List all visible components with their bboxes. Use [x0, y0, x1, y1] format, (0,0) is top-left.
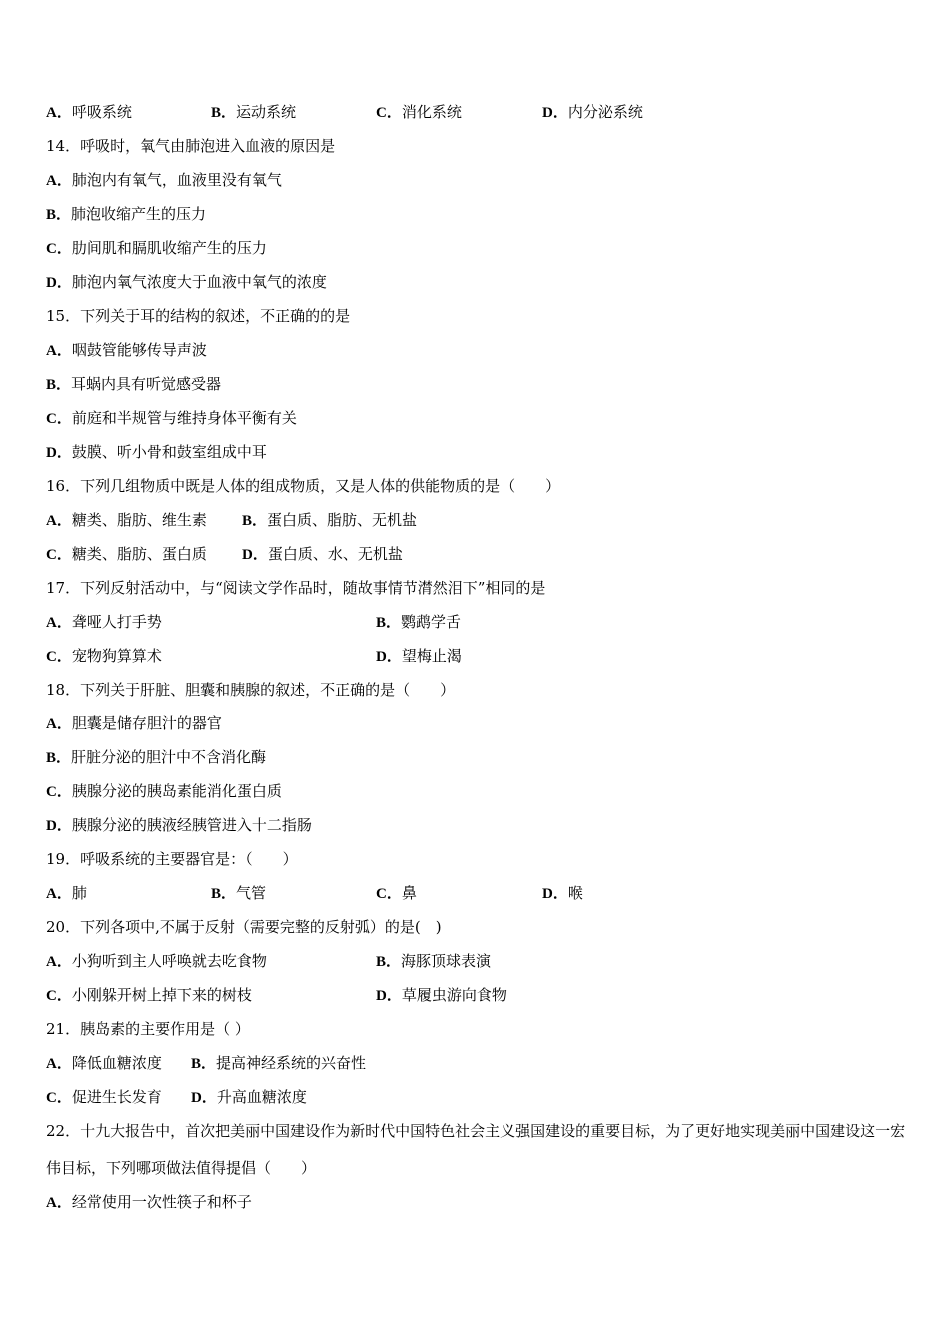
q13-option-c: C．消化系统: [376, 103, 462, 121]
q18-option-d: D．胰腺分泌的胰液经胰管进入十二指肠: [46, 816, 312, 834]
q15-stem: 15．下列关于耳的结构的叙述，不正确的的是: [46, 307, 351, 325]
q16-option-c: C．糖类、脂肪、蛋白质: [46, 545, 207, 563]
q21-option-b: B．提高神经系统的兴奋性: [191, 1054, 367, 1072]
q18-option-c: C．胰腺分泌的胰岛素能消化蛋白质: [46, 782, 282, 800]
q22-option-a: A．经常使用一次性筷子和杯子: [46, 1193, 252, 1211]
q17-stem: 17．下列反射活动中，与“阅读文学作品时，随故事情节潸然泪下”相同的是: [46, 579, 546, 597]
q14-stem: 14．呼吸时，氧气由肺泡进入血液的原因是: [46, 137, 336, 155]
q17-option-d: D．望梅止渴: [376, 647, 462, 665]
q15-option-b: B．耳蜗内具有听觉感受器: [46, 375, 222, 393]
q19-option-c: C．鼻: [376, 884, 417, 902]
q14-option-d: D．肺泡内氧气浓度大于血液中氧气的浓度: [46, 273, 327, 291]
q20-option-c: C．小刚躲开树上掉下来的树枝: [46, 986, 252, 1004]
q15-option-a: A．咽鼓管能够传导声波: [46, 341, 207, 359]
q19-option-d: D．喉: [542, 884, 583, 902]
q20-option-d: D．草履虫游向食物: [376, 986, 507, 1004]
q14-option-c: C．肋间肌和膈肌收缩产生的压力: [46, 239, 267, 257]
q13-option-d: D．内分泌系统: [542, 103, 643, 121]
q14-option-b: B．肺泡收缩产生的压力: [46, 205, 207, 223]
q21-option-d: D．升高血糖浓度: [191, 1088, 307, 1106]
q17-option-b: B．鹦鹉学舌: [376, 613, 462, 631]
q13-option-b: B．运动系统: [211, 103, 297, 121]
q15-option-c: C．前庭和半规管与维持身体平衡有关: [46, 409, 297, 427]
q15-option-d: D．鼓膜、听小骨和鼓室组成中耳: [46, 443, 267, 461]
q18-option-a: A．胆囊是储存胆汁的器官: [46, 714, 222, 732]
q19-option-b: B．气管: [211, 884, 267, 902]
q18-stem: 18．下列关于肝脏、胆囊和胰腺的叙述，不正确的是（ ）: [46, 681, 456, 699]
q20-option-a: A．小狗听到主人呼唤就去吃食物: [46, 952, 267, 970]
q19-stem: 19．呼吸系统的主要器官是：（ ）: [46, 850, 298, 868]
q16-stem: 16．下列几组物质中既是人体的组成物质，又是人体的供能物质的是（ ）: [46, 477, 561, 495]
q21-stem: 21．胰岛素的主要作用是（ ）: [46, 1020, 250, 1038]
q18-option-b: B．肝脏分泌的胆汁中不含消化酶: [46, 748, 267, 766]
q13-option-a: A．呼吸系统: [46, 103, 132, 121]
q16-option-b: B．蛋白质、脂肪、无机盐: [242, 511, 418, 529]
q16-option-d: D．蛋白质、水、无机盐: [242, 545, 403, 563]
q19-option-a: A．肺: [46, 884, 87, 902]
q17-option-a: A．聋哑人打手势: [46, 613, 162, 631]
q22-stem: 22．十九大报告中，首次把美丽中国建设作为新时代中国特色社会主义强国建设的重要目标，为了更好地实现美丽中国建设这一宏伟目标，下列哪项做法值得提倡（ ）: [46, 1122, 906, 1177]
q21-option-a: A．降低血糖浓度: [46, 1054, 162, 1072]
q20-option-b: B．海豚顶球表演: [376, 952, 492, 970]
q20-stem: 20．下列各项中,不属于反射（需要完整的反射弧）的是( ): [46, 918, 442, 936]
q21-option-c: C．促进生长发育: [46, 1088, 162, 1106]
q16-option-a: A．糖类、脂肪、维生素: [46, 511, 207, 529]
q14-option-a: A．肺泡内有氧气，血液里没有氧气: [46, 171, 282, 189]
q17-option-c: C．宠物狗算算术: [46, 647, 162, 665]
